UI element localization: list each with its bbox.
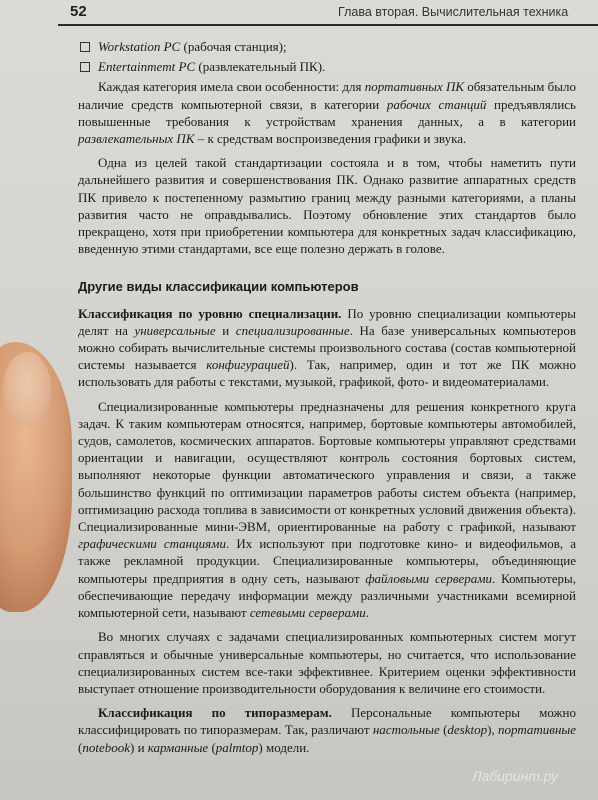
list-item	[80, 38, 576, 55]
list-term: Entertainmemt PC	[98, 59, 196, 75]
paragraph-size-classification: Классификация по типоразмерам. Персональные компьютеры можно классифицировать по типоразмерам. Так, различают настольные (desktop), портативные (notebook) и карманные (palmtop) модели.	[78, 705, 576, 755]
checkbox-bullet-icon	[80, 42, 90, 52]
list-term: Workstation PC	[98, 39, 181, 54]
list-text: (развлекательный ПК).	[195, 59, 326, 75]
fingernail-image	[3, 352, 51, 426]
paragraph-categories: Каждая категория имела свои особенности: для портативных ПК обязательным было наличие средств компьютерной связи, в категории рабочих станций предъявлялись повышенные требования к устройствам хранения данных, а в категории развлекательных ПК – к средствам воспроизведения графики и звука.	[78, 79, 576, 147]
list-text: (рабочая станция);	[180, 39, 287, 54]
list-item	[80, 58, 576, 75]
page-number: 52	[70, 3, 87, 20]
paragraph-efficiency: Во многих случаях с задачами специализированных компьютерных систем могут справляться и обычные универсальные компьютеры, но считается, что использование специализированных систем все-таки эффективнее. Критерием оценки эффективности выступает отношение производительности оборудования к величине его стоимости.	[78, 629, 576, 696]
chapter-title: Глава вторая. Вычислительная техника	[338, 5, 569, 19]
watermark: Лабиринт.ру	[472, 768, 559, 784]
checkbox-bullet-icon	[80, 62, 90, 72]
page-body	[78, 38, 576, 756]
paragraph-standardization: Одна из целей такой стандартизации состояла и в том, чтобы наметить пути дальнейшего развития и совершенствования ПК. Однако развитие аппаратных средств ПК привело к постепенному размытию границ между разными категориями, а планы развития часто не оправдывались. Поэтому обновление этих стандартов было прекращено, хотя при приобретении компьютера для конкретных задач классификацию, введенную этими стандартами, все еще полезно держать в голове.	[78, 155, 576, 257]
paragraph-specialized-computers: Специализированные компьютеры предназначены для решения конкретного круга задач. К таким компьютерам относятся, например, бортовые компьютеры автомобилей, судов, самолетов, космических аппаратов. Бортовые компьютеры управляют средствами ориентации и навигации, осуществляют контроль состояния бортовых систем, выполняют некоторые функции автоматического управления и связи, а также большинство функций по оптимизации параметров работы систем объекта (например, оптимизацию расхода топлива в зависимости от конкретных условий движения объекта). Специализированные мини-ЭВМ, ориентированные на работу с графикой, называют графическими станциями. Их используют при подготовке кино- и видеофильмов, а также рекламной продукции. Специализированные компьютеры, объединяющие компьютеры предприятия в одну сеть, называют файловыми серверами. Компьютеры, обеспечивающие передачу информации между различными участниками всемирной компьютерной сети, называют сетевыми серверами.	[78, 398, 577, 621]
section-heading: Другие виды классификации компьютеров	[78, 279, 359, 295]
paragraph-specialization: Классификация по уровню специализации. По уровню специализации компьютеры делят на универсальные и специализированные. На базе универсальных компьютеров можно собирать вычислительные системы произвольного состава (состав компьютерной системы называется конфигурацией). Так, например, один и тот же ПК можно использовать для работы с текстами, музыкой, графикой, фото- и видеоматериалами.	[78, 305, 576, 390]
